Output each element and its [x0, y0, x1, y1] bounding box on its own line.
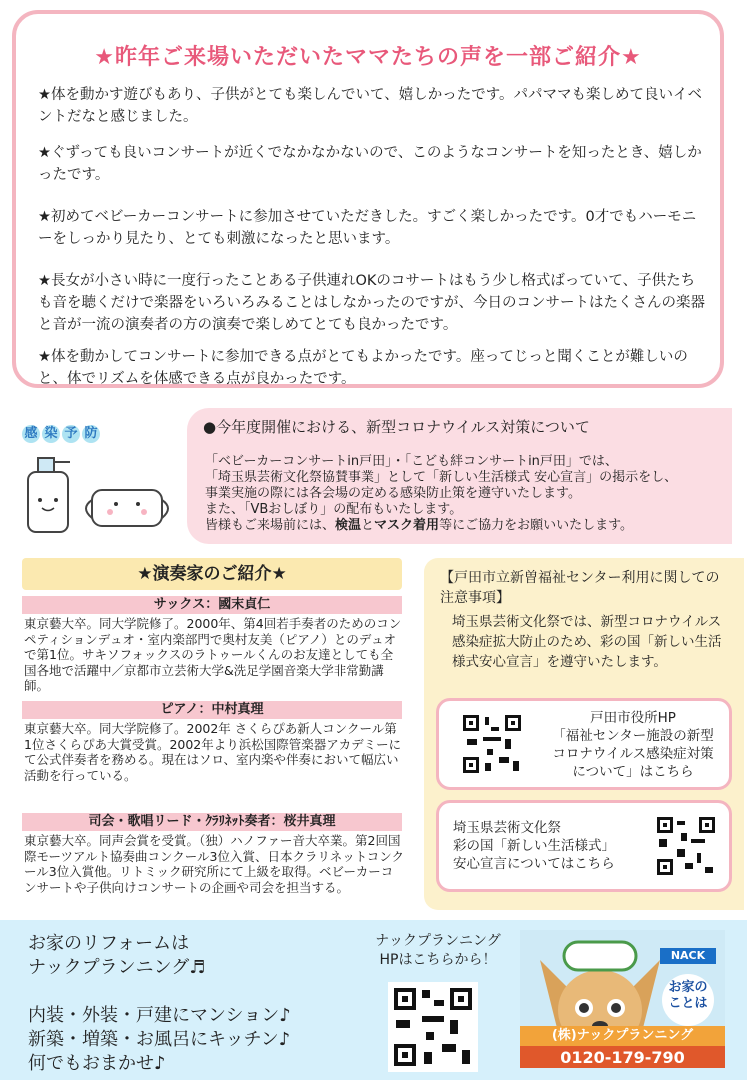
infection-bold-2: マスク着用 [374, 518, 440, 533]
footer-ad [0, 920, 747, 1080]
infection-heading: ●今年度開催における、新型コロナウイルス対策について [203, 418, 590, 436]
performers-title: ★演奏家のご紹介★ [22, 558, 402, 590]
performer-role: 司会・歌唱リード・ｸﾗﾘﾈｯﾄ奏者：桜井真理 [22, 813, 402, 831]
footer-mid-line: HPはこちらから！ [379, 952, 497, 968]
footer-line: 内装・外装・戸建にマンション♪ [28, 1005, 291, 1026]
voice-item: ★長女が小さい時に一度行ったことある子供連れOKのコサートはもう少し格式ばっていて、子供たちも音を聴くだけで楽器をいろいろみることはしなかったのですが、今日のコンサートはたくさんの楽器と音が一流の演奏者の方の演奏で楽しめてとても良かったです。 [38, 273, 705, 333]
infection-last-post: 等にご協力をお願いいたします。 [439, 518, 634, 533]
infection-section [12, 406, 732, 546]
voice-item: ★初めてベビーカーコンサートに参加させていただきした。すごく楽しかったです。0才でもハーモニーをしっかり見たり、とても刺激になったと思います。 [38, 209, 697, 247]
link2-line: 彩の国「新しい生活様式」 [453, 838, 615, 854]
qr-code-icon[interactable] [655, 815, 717, 877]
infection-last-line [205, 518, 633, 534]
badge-char: 染 [42, 425, 60, 443]
badge-char: 予 [62, 425, 80, 443]
notice-title: 【戸田市立新曽福祉センター利用に関しての注意事項】 [440, 570, 720, 606]
link2-line: 安心宣言についてはこちら [453, 856, 615, 872]
nack-tag-line: ことは [668, 996, 708, 1011]
notice-panel [424, 558, 744, 910]
footer-line: お家のリフォームは [28, 933, 190, 954]
infection-badge [22, 422, 102, 443]
footer-mid-line: ナックプランニング [375, 933, 501, 949]
voice-item: ★体を動かす遊びもあり、子供がとても楽しんでいて、嬉しかったです。パパママも楽しめて良いイベントだなと感じました。 [38, 87, 703, 125]
infection-notice [187, 408, 732, 544]
link1-line: コロナウイルス感染症対策 [552, 746, 714, 762]
nack-tagline [664, 980, 712, 1012]
infection-last-pre: 皆様もご来場前には、 [205, 518, 336, 533]
sanitizer-mask-icon [20, 450, 180, 540]
footer-line: 何でもおまかせ♪ [28, 1053, 166, 1074]
qr-code-icon[interactable] [388, 982, 478, 1072]
qr-code-icon[interactable] [461, 713, 523, 775]
badge-char: 防 [82, 425, 100, 443]
infection-last-mid: と [361, 518, 375, 533]
link1-line: について」はこちら [572, 764, 694, 780]
infection-bold-1: 検温 [335, 518, 362, 533]
nack-logo: NACK [670, 949, 706, 962]
infection-illustration [12, 406, 187, 546]
voices-title: ★昨年ご来場いただいたママたちの声を一部ご紹介★ [94, 45, 642, 70]
nack-company-name: (株)ナックプランニング [551, 1028, 694, 1043]
infection-line: 「埼玉県芸術文化祭協賛事業」として「新しい生活様式 安心宣言」の掲示をし、 [205, 470, 678, 485]
toda-city-link-box[interactable] [436, 698, 732, 790]
link1-line: 「福祉センター施設の新型 [552, 728, 714, 744]
performer-bio: 東京藝大卒。同大学院修了。2000年、第4回若手奏者のためのコンペティションデュオ・室内楽部門で奥村友美（ピアノ）とのデュオで第1位。サキソフォックスのラトゥールくんのお友達としても全国各地で活躍中／京都市立芸術大学&洗足学園音楽大学非常勤講師。 [24, 616, 402, 693]
notice-body: 埼玉県芸術文化祭では、新型コロナウイルス感染症拡大防止のため、彩の国「新しい生活様式安心宣言」を遵守いたします。 [452, 614, 722, 670]
voice-item: ★ぐずっても良いコンサートが近くでなかなかないので、このようなコンサートを知ったとき、嬉しかったです。 [38, 145, 702, 183]
badge-char: 感 [22, 425, 40, 443]
footer-line: ナックプランニング♬ [28, 957, 206, 978]
infection-line: 「ベビーカーコンサートin戸田」・「こども絆コンサートin戸田」では、 [205, 454, 618, 469]
performer-role: サックス：國末貞仁 [22, 596, 402, 614]
nack-banner[interactable] [520, 930, 725, 1068]
saitama-link-box[interactable] [436, 800, 732, 892]
footer-line: 新築・増築・お風呂にキッチン♪ [28, 1029, 291, 1050]
nack-tag-line: お家の [668, 980, 708, 995]
link1-line: 戸田市役所HP [590, 710, 676, 726]
infection-line: 事業実施の際には各会場の定める感染防止策を遵守いたします。 [205, 486, 581, 501]
performer-bio: 東京藝大卒。同声会賞を受賞。（独）ハノファー音大卒業。第2回国際モーツアルト協奏曲コンクール3位入賞、日本クラリネットコンクール3位入賞他。リトミック研究所にて上級を取得。ベビーカーコンサートや子供向けコンサートの企画や司会を担当する。 [24, 833, 404, 895]
performer-bio: 東京藝大卒。同大学院修了。2002年 さくらぴあ新人コンクール第1位さくらぴあ大賞受賞。2002年より浜松国際管楽器アカデミーにて公式伴奏者を務める。現在はソロ、室内楽や伴奏において幅広い活動を行っている。 [24, 721, 402, 783]
performer-role: ピアノ：中村真理 [22, 701, 402, 719]
voice-item: ★体を動かしてコンサートに参加できる点がとてもよかったです。座ってじっと聞くことが難しいのと、体でリズムを体感できる点が良かったです。 [38, 349, 688, 387]
footer-ad-text [28, 932, 291, 1076]
infection-line: また、「VBおしぼり」の配布もいたします。 [205, 502, 463, 517]
footer-spacer [28, 980, 291, 1004]
nack-phone[interactable]: 0120-179-790 [560, 1048, 685, 1067]
footer-hp-caption [358, 932, 518, 970]
link2-line: 埼玉県芸術文化祭 [453, 820, 561, 836]
voices-box [12, 10, 724, 388]
